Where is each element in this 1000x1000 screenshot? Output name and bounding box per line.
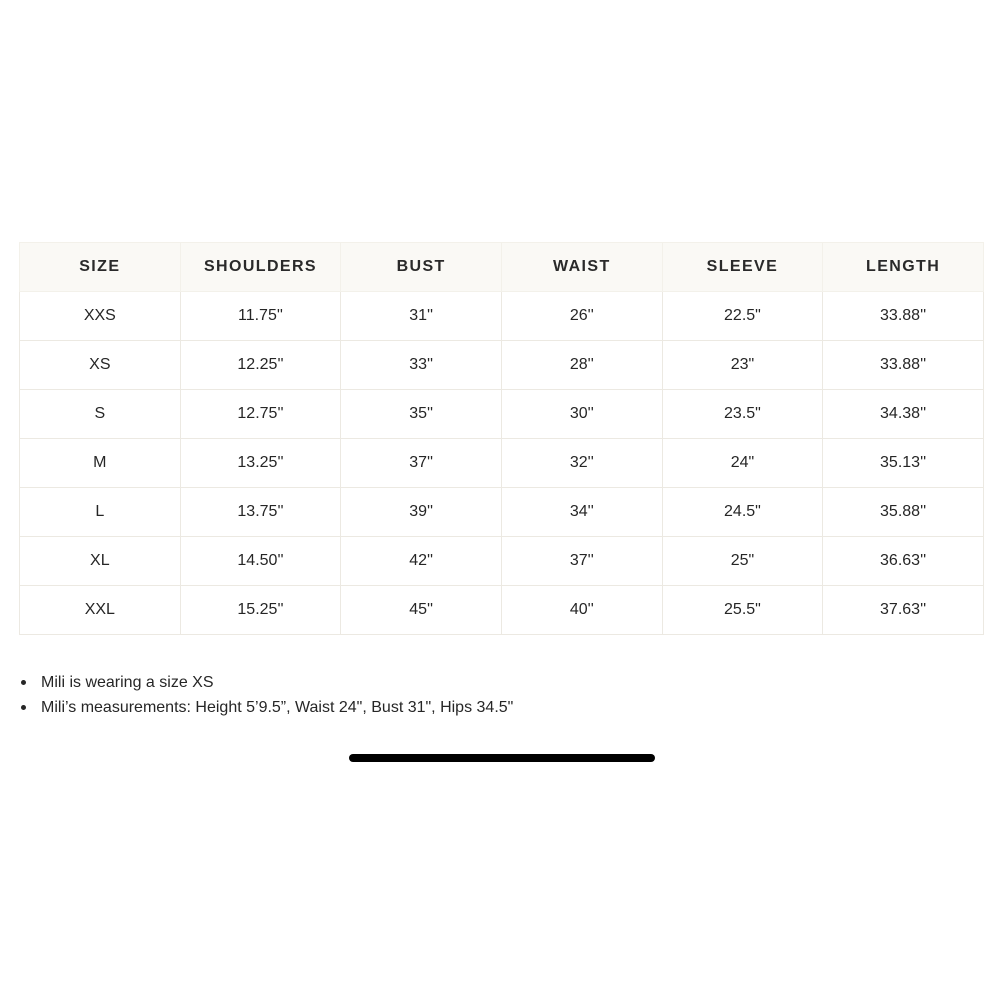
cell-length: 37.63'': [823, 586, 984, 635]
cell-sleeve: 24": [662, 439, 823, 488]
cell-shoulders: 14.50'': [180, 537, 341, 586]
cell-size: S: [20, 390, 181, 439]
table-row: [20, 292, 984, 341]
cell-bust: 33'': [341, 341, 502, 390]
cell-waist: 28'': [501, 341, 662, 390]
list-item: Mili is wearing a size XS: [18, 670, 513, 695]
cell-size: XL: [20, 537, 181, 586]
cell-length: 35.88'': [823, 488, 984, 537]
table-row: [20, 390, 984, 439]
cell-waist: 30'': [501, 390, 662, 439]
list-item: Mili’s measurements: Height 5’9.5”, Waist 24", Bust 31", Hips 34.5": [18, 695, 513, 720]
cell-sleeve: 23.5": [662, 390, 823, 439]
cell-shoulders: 11.75'': [180, 292, 341, 341]
cell-size: XXL: [20, 586, 181, 635]
cell-length: 35.13'': [823, 439, 984, 488]
cell-sleeve: 24.5": [662, 488, 823, 537]
header-sleeve: SLEEVE: [662, 243, 823, 292]
cell-shoulders: 12.75'': [180, 390, 341, 439]
cell-waist: 34'': [501, 488, 662, 537]
cell-bust: 45'': [341, 586, 502, 635]
cell-bust: 31'': [341, 292, 502, 341]
cell-length: 33.88'': [823, 341, 984, 390]
header-waist: WAIST: [501, 243, 662, 292]
header-bust: BUST: [341, 243, 502, 292]
header-length: LENGTH: [823, 243, 984, 292]
cell-sleeve: 25.5": [662, 586, 823, 635]
cell-length: 36.63'': [823, 537, 984, 586]
cell-size: M: [20, 439, 181, 488]
header-size: SIZE: [20, 243, 181, 292]
cell-length: 34.38'': [823, 390, 984, 439]
table-row: [20, 439, 984, 488]
cell-waist: 37'': [501, 537, 662, 586]
table-row: [20, 537, 984, 586]
cell-sleeve: 23": [662, 341, 823, 390]
cell-sleeve: 25": [662, 537, 823, 586]
cell-size: XXS: [20, 292, 181, 341]
cell-bust: 42'': [341, 537, 502, 586]
home-indicator-bar[interactable]: [349, 754, 655, 762]
cell-shoulders: 13.75'': [180, 488, 341, 537]
table-header-row: [20, 243, 984, 292]
cell-bust: 37'': [341, 439, 502, 488]
cell-waist: 26'': [501, 292, 662, 341]
cell-size: XS: [20, 341, 181, 390]
cell-bust: 35'': [341, 390, 502, 439]
header-shoulders: SHOULDERS: [180, 243, 341, 292]
cell-length: 33.88'': [823, 292, 984, 341]
cell-waist: 40'': [501, 586, 662, 635]
table-body: [20, 292, 984, 635]
table-row: [20, 488, 984, 537]
cell-sleeve: 22.5": [662, 292, 823, 341]
model-notes-list: [18, 670, 513, 720]
cell-size: L: [20, 488, 181, 537]
cell-shoulders: 12.25'': [180, 341, 341, 390]
table-row: [20, 586, 984, 635]
size-chart-table: [19, 242, 984, 635]
cell-shoulders: 15.25'': [180, 586, 341, 635]
cell-waist: 32'': [501, 439, 662, 488]
cell-shoulders: 13.25'': [180, 439, 341, 488]
cell-bust: 39'': [341, 488, 502, 537]
table-row: [20, 341, 984, 390]
